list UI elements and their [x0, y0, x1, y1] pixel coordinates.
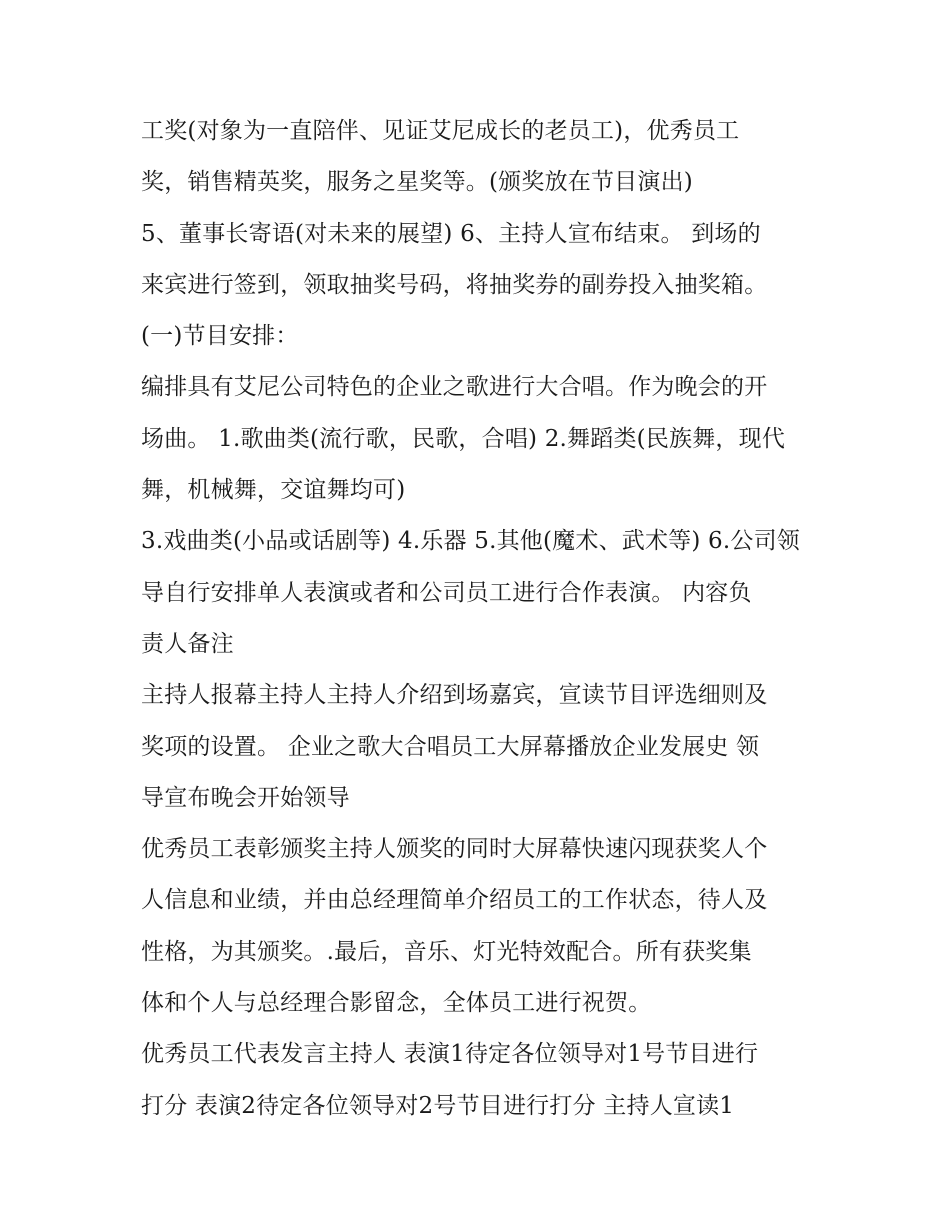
text-line: 场曲。 1.歌曲类(流行歌，民歌，合唱) 2.舞蹈类(民族舞，现代	[141, 425, 786, 452]
text-line: 工奖(对象为一直陪伴、见证艾尼成长的老员工)，优秀员工	[141, 118, 740, 144]
text-line: 编排具有艾尼公司特色的企业之歌进行大合唱。作为晚会的开	[141, 374, 768, 401]
text-line: 来宾进行签到，领取抽奖号码，将抽奖券的副券投入抽奖箱。	[141, 271, 768, 298]
text-line: 5、董事长寄语(对未来的展望) 6、主持人宣布结束。 到场的	[141, 220, 761, 247]
text-line: 优秀员工表彰颁奖主持人颁奖的同时大屏幕快速闪现获奖人个	[141, 836, 768, 863]
text-line: 体和个人与总经理合影留念，全体员工进行祝贺。	[141, 990, 652, 1017]
text-line: 优秀员工代表发言主持人 表演1待定各位领导对1号节目进行	[141, 1041, 759, 1068]
section-heading: (一)节目安排：	[141, 323, 299, 350]
text-line: 性格，为其颁奖。.最后，音乐、灯光特效配合。所有获奖集	[141, 938, 752, 965]
text-line: 主持人报幕主持人主持人介绍到场嘉宾，宣读节目评选细则及	[141, 682, 768, 709]
text-line: 3.戏曲类(小品或话剧等) 4.乐器 5.其他(魔术、武术等) 6.公司领	[141, 528, 801, 555]
text-line: 责人备注	[141, 630, 234, 657]
text-line: 导自行安排单人表演或者和公司员工进行合作表演。 内容负	[141, 579, 752, 606]
text-line: 舞，机械舞，交谊舞均可)	[141, 477, 406, 504]
text-line: 导宣布晚会开始领导	[141, 784, 350, 811]
text-line: 奖，销售精英奖，服务之星奖等。(颁奖放在节目演出)	[141, 169, 693, 196]
document-body	[141, 106, 821, 1132]
text-line: 奖项的设置。 企业之歌大合唱员工大屏幕播放企业发展史 领	[141, 733, 760, 760]
text-line: 打分 表演2待定各位领导对2号节目进行打分 主持人宣读1	[141, 1092, 735, 1119]
text-line: 人信息和业绩，并由总经理简单介绍员工的工作状态，待人及	[141, 887, 768, 914]
